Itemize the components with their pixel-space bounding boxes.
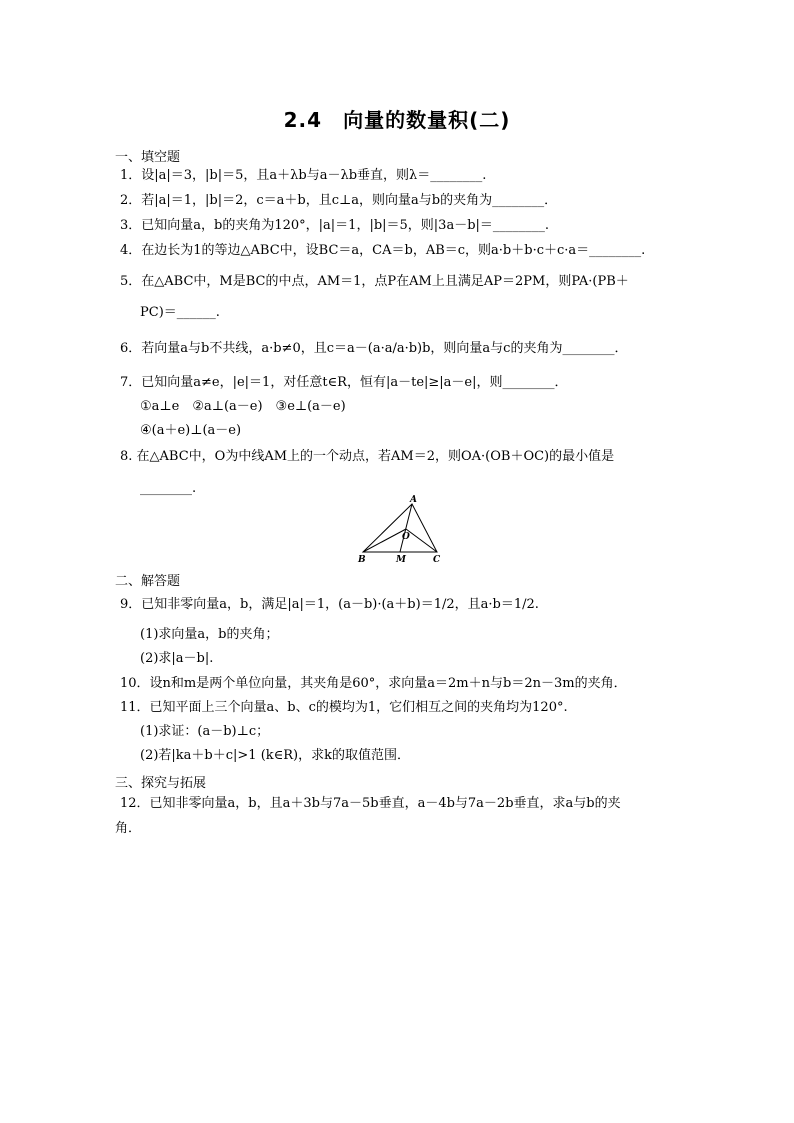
question-11-part-2: (2)若|ka＋b＋c|>1 (k∈R)，求k的取值范围． <box>140 748 411 763</box>
question-8-line-1: 8. 在△ABC中，O为中线AM上的一个动点，若AM＝2，则OA·(OB＋OC)的最小值是 <box>120 449 615 464</box>
question-7-options-1: ①a⊥e ②a⊥(a－e) ③e⊥(a－e) <box>140 399 346 414</box>
question-12-line-1: 12．已知非零向量a，b，且a＋3b与7a－5b垂直，a－4b与7a－2b垂直，求a与b的夹 <box>120 796 621 811</box>
question-1: 1．设|a|＝3，|b|＝5，且a＋λb与a－λb垂直，则λ＝________. <box>120 168 487 183</box>
section-explore: 三、探究与拓展 <box>115 776 207 791</box>
question-12-line-2: 角． <box>115 821 142 836</box>
figure-label-b: B <box>358 555 366 564</box>
question-9-part-1: (1)求向量a，b的夹角； <box>140 627 279 642</box>
question-7: 7．已知向量a≠e，|e|＝1，对任意t∈R，恒有|a－te|≥|a－e|，则________． <box>120 375 568 390</box>
question-9-part-2: (2)求|a－b|. <box>140 651 214 666</box>
question-5-line-1: 5．在△ABC中，M是BC的中点，AM＝1，点P在AM上且满足AP＝2PM，则PA·(PB＋ <box>120 274 629 289</box>
question-9: 9．已知非零向量a，b，满足|a|＝1，(a－b)·(a＋b)＝1/2，且a·b＝1/2. <box>120 597 539 612</box>
figure-label-c: C <box>433 555 441 564</box>
question-4: 4．在边长为1的等边△ABC中，设BC＝a，CA＝b，AB＝c，则a·b＋b·c＋c·a＝________. <box>120 243 646 258</box>
question-11: 11．已知平面上三个向量a、b、c的模均为1，它们相互之间的夹角均为120°. <box>120 700 568 715</box>
triangle-figure <box>355 492 445 564</box>
question-10: 10．设n和m是两个单位向量，其夹角是60°，求向量a＝2m＋n与b＝2n－3m的夹角． <box>120 676 627 691</box>
question-8-line-2: ________. <box>140 481 197 496</box>
question-7-options-2: ④(a＋e)⊥(a－e) <box>140 423 242 438</box>
figure-label-a: A <box>410 495 417 505</box>
question-2: 2．若|a|＝1，|b|＝2，c＝a＋b，且c⊥a，则向量a与b的夹角为________． <box>120 193 558 208</box>
question-3: 3．已知向量a，b的夹角为120°，|a|＝1，|b|＝5，则|3a－b|＝________. <box>120 218 550 233</box>
question-5-line-2: PC)＝______. <box>140 305 220 320</box>
figure-label-o: O <box>402 532 410 542</box>
figure-label-m: M <box>396 555 406 564</box>
question-11-part-1: (1)求证：(a－b)⊥c； <box>140 724 270 739</box>
section-answer: 二、解答题 <box>115 574 181 589</box>
page-title: 2.4 向量的数量积(二) <box>283 108 511 132</box>
section-fill-in: 一、填空题 <box>115 150 181 165</box>
question-6: 6．若向量a与b不共线，a·b≠0，且c＝a－(a·a/a·b)b，则向量a与c的夹角为________． <box>120 341 628 356</box>
